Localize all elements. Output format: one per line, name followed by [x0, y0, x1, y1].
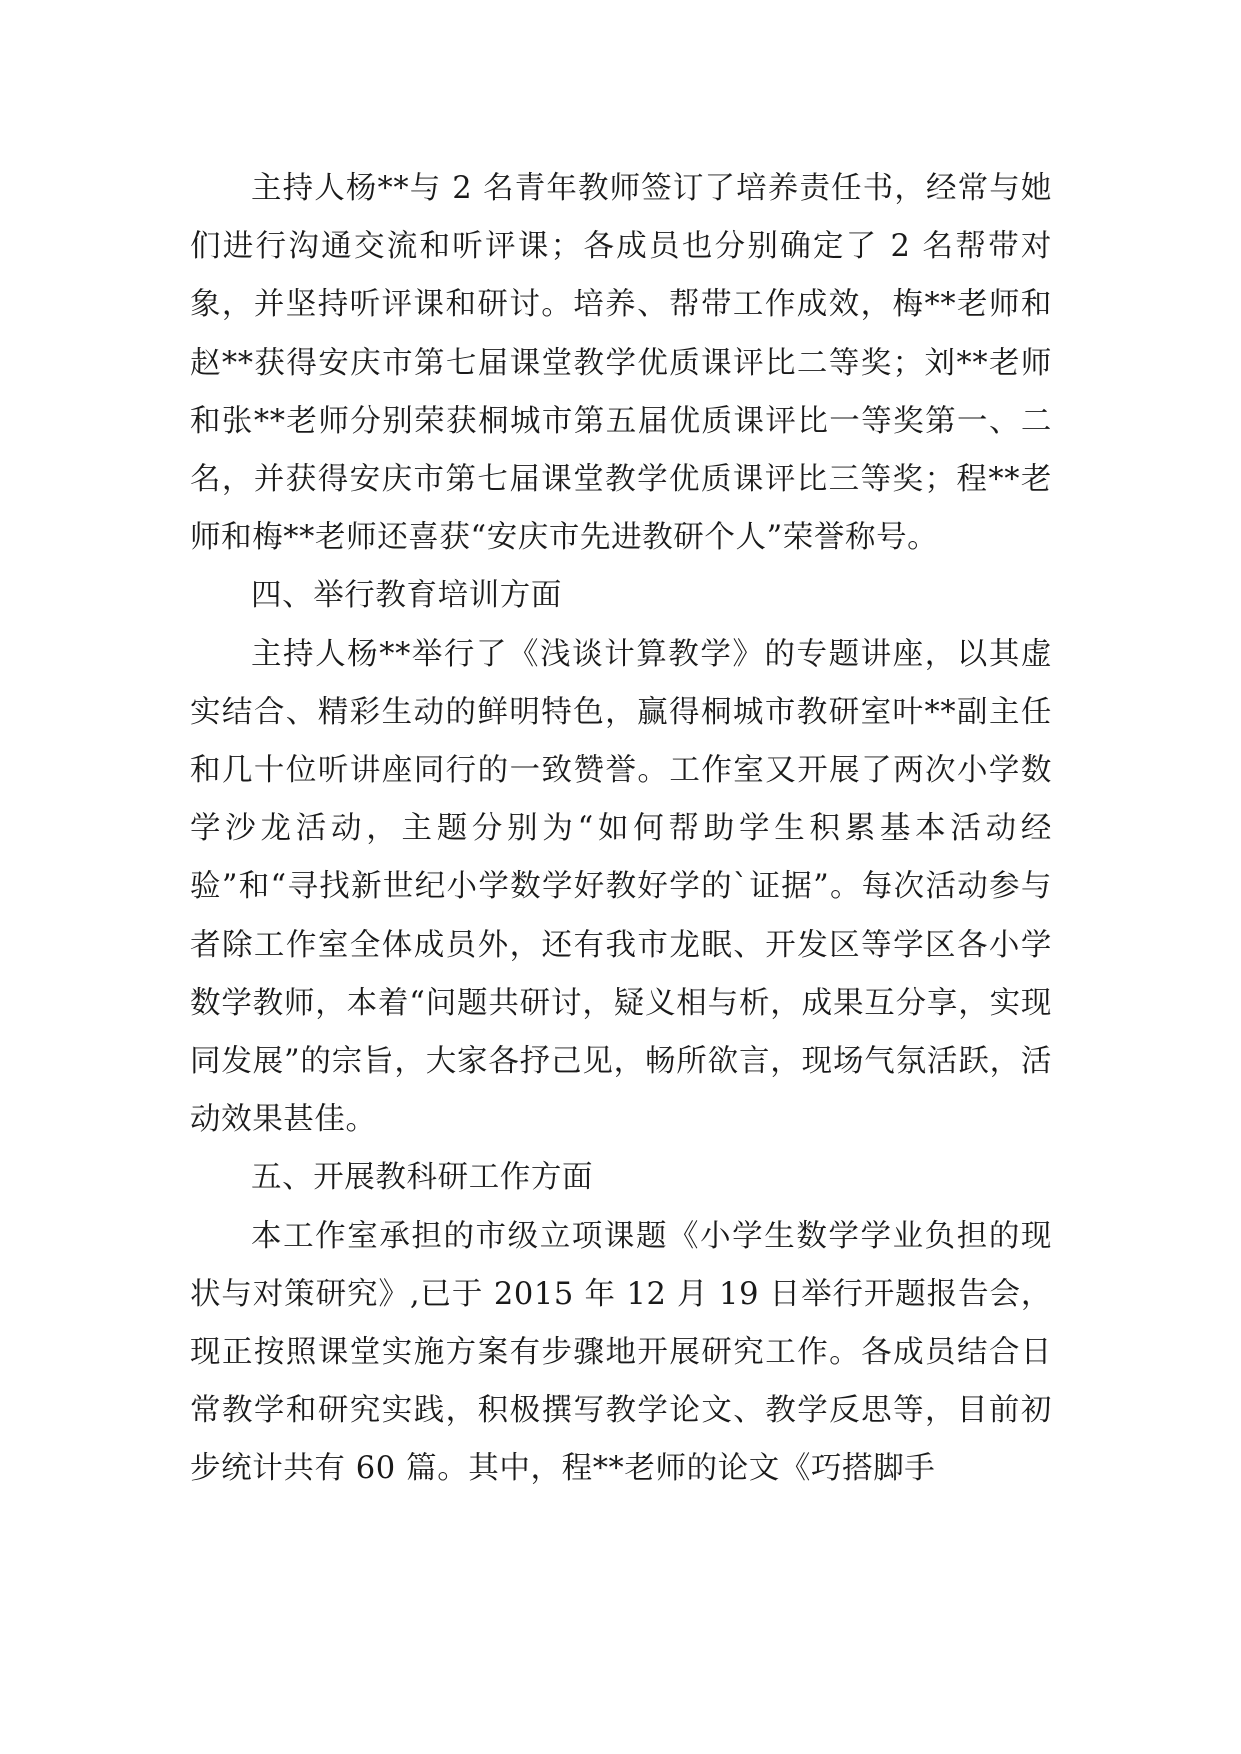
paragraph-training: 主持人杨**举行了《浅谈计算教学》的专题讲座，以其虚实结合、精彩生动的鲜明特色，赢得桐城市教研室叶**副主任和几十位听讲座同行的一致赞誉。工作室又开展了两次小学数学沙龙活动，主题分别为“如何帮助学生积累基本活动经验”和“寻找新世纪小学数学好教好学的`证据”。每次活动参与者除工作室全体成员外，还有我市龙眠、开发区等学区各小学数学教师，本着“问题共研讨，疑义相与析，成果互分享，实现同发展”的宗旨，大家各抒己见，畅所欲言，现场气氛活跃，活动效果甚佳。: [190, 636, 1052, 1138]
section-heading-research: 五、开展教科研工作方面: [251, 1160, 594, 1196]
document-body: [190, 160, 1052, 1499]
paragraph-research: 本工作室承担的市级立项课题《小学生数学学业负担的现状与对策研究》,已于 2015 年 12 月 19 日举行开题报告会，现正按照课堂实施方案有步骤地开展研究工作。各成员结合日常教学和研究实践，积极撰写教学论文、教学反思等，目前初步统计共有 60 篇。其中，程**老师的论文《巧搭脚手: [190, 1218, 1052, 1487]
paragraph-mentoring: 主持人杨**与 2 名青年教师签订了培养责任书，经常与她们进行沟通交流和听评课；各成员也分别确定了 2 名帮带对象，并坚持听评课和研讨。培养、帮带工作成效，梅**老师和赵**获得安庆市第七届课堂教学优质课评比二等奖；刘**老师和张**老师分别荣获桐城市第五届优质课评比一等奖第一、二名，并获得安庆市第七届课堂教学优质课评比三等奖；程**老师和梅**老师还喜获“安庆市先进教研个人”荣誉称号。: [190, 171, 1052, 556]
section-heading-training: 四、举行教育培训方面: [251, 578, 562, 614]
